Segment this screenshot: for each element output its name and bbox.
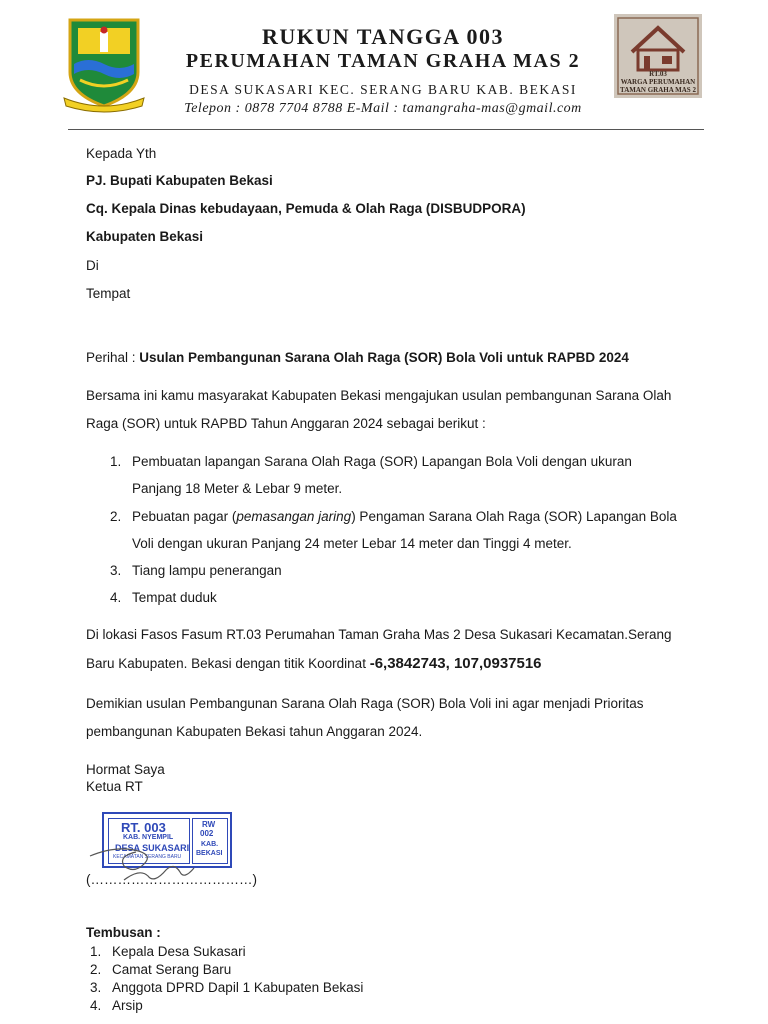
recipient-line1: Kepada Yth [86, 146, 157, 161]
signature-greeting: Hormat Saya [86, 762, 165, 777]
recipient-line5: Di [86, 258, 99, 273]
cc-item-4 [90, 998, 143, 1013]
recipient-line2: PJ. Bupati Kabupaten Bekasi [86, 173, 273, 188]
signature-role: Ketua RT [86, 779, 143, 794]
signature-name-placeholder: (………………………………) [86, 872, 257, 887]
house-logo-text-2: WARGA PERUMAHAN [620, 78, 696, 86]
list-item-2 [110, 509, 677, 524]
list-item-number: 3. [110, 563, 122, 578]
list-item-text-italic: pemasangan jaring [236, 509, 352, 524]
stamp-rw: RW [202, 820, 216, 829]
cc-title: Tembusan : [86, 925, 161, 940]
house-logo-text-1: RT.03 [649, 70, 667, 78]
location-coordinates: -6,3842743, 107,0937516 [369, 655, 542, 672]
cc-item-3 [90, 980, 363, 995]
list-item-number: 4. [110, 590, 122, 605]
recipient-line6: Tempat [86, 286, 131, 301]
closing-line1: Demikian usulan Pembangunan Sarana Olah Raga (SOR) Bola Voli ini agar menjadi Prioritas [86, 696, 644, 711]
location-text: Baru Kabupaten. Bekasi dengan titik Koordinat [86, 656, 370, 671]
list-item-4 [110, 590, 217, 605]
location-line1: Di lokasi Fasos Fasum RT.03 Perumahan Taman Graha Mas 2 Desa Sukasari Kecamatan.Serang [86, 627, 672, 642]
stamp-kecamatan: KECAMATAN SERANG BARU [113, 854, 182, 860]
list-item-number: 2. [110, 509, 122, 524]
list-item-1-cont: Panjang 18 Meter & Lebar 9 meter. [132, 481, 343, 496]
letterhead-address: DESA SUKASARI KEC. SERANG BARU KAB. BEKASI [189, 82, 577, 97]
list-item-text-post: ) Pengaman Sarana Olah Raga (SOR) Lapangan Bola [351, 509, 677, 524]
cc-item-text: Anggota DPRD Dapil 1 Kabupaten Bekasi [112, 980, 364, 995]
list-item-number: 1. [110, 454, 122, 469]
list-item-text: Tiang lampu penerangan [132, 563, 282, 578]
stamp-rt: RT. 003 [121, 820, 166, 835]
letterhead-title-line1: RUKUN TANGGA 003 [262, 24, 504, 49]
list-item-1 [110, 454, 632, 469]
subject-text: Usulan Pembangunan Sarana Olah Raga (SOR) Bola Voli untuk RAPBD 2024 [139, 350, 629, 365]
stamp-kab: KAB. [201, 841, 219, 848]
letterhead-contact: Telepon : 0878 7704 8788 E-Mail : tamangraha-mas@gmail.com [184, 101, 582, 116]
cc-item-text: Camat Serang Baru [112, 962, 232, 977]
subject-label: Perihal : [86, 350, 140, 365]
list-item-text-pre: Pebuatan pagar ( [132, 509, 237, 524]
house-logo-text-3: TAMAN GRAHA MAS 2 [620, 86, 696, 94]
list-item-2-cont: Voli dengan ukuran Panjang 24 meter Lebar 14 meter dan Tinggi 4 meter. [132, 536, 572, 551]
cc-item-2 [90, 962, 231, 977]
stamp-bekasi: BEKASI [196, 850, 223, 857]
cc-item-number: 4. [90, 998, 102, 1013]
cc-item-number: 1. [90, 944, 102, 959]
cc-item-text: Arsip [112, 998, 143, 1013]
intro-line2: Raga (SOR) untuk RAPBD Tahun Anggaran 2024 sebagai berikut : [86, 416, 486, 431]
letterhead-divider [68, 129, 704, 130]
stamp-rw-number: 002 [200, 829, 214, 838]
list-item-text: Tempat duduk [132, 590, 217, 605]
stamp-desa: DESA SUKASARI [115, 843, 190, 853]
list-item-3 [110, 563, 282, 578]
closing-line2: pembangunan Kabupaten Bekasi tahun Anggaran 2024. [86, 724, 423, 739]
recipient-line3: Cq. Kepala Dinas kebudayaan, Pemuda & Olah Raga (DISBUDPORA) [86, 201, 526, 216]
cc-item-number: 2. [90, 962, 102, 977]
cc-item-number: 3. [90, 980, 102, 995]
recipient-line4: Kabupaten Bekasi [86, 229, 204, 244]
subject-line [86, 350, 629, 365]
location-line2 [86, 655, 542, 672]
cc-item-1 [90, 944, 246, 959]
letterhead-title-line2: PERUMAHAN TAMAN GRAHA MAS 2 [185, 50, 581, 72]
intro-line1: Bersama ini kamu masyarakat Kabupaten Bekasi mengajukan usulan pembangunan Sarana Olah [86, 388, 672, 403]
list-item-text: Pembuatan lapangan Sarana Olah Raga (SOR) Lapangan Bola Voli dengan ukuran [132, 454, 632, 469]
cc-item-text: Kepala Desa Sukasari [112, 944, 246, 959]
stamp-sub: KAB. NYEMPIL [123, 834, 174, 841]
regency-emblem-logo [60, 14, 148, 114]
house-logo [614, 14, 702, 98]
